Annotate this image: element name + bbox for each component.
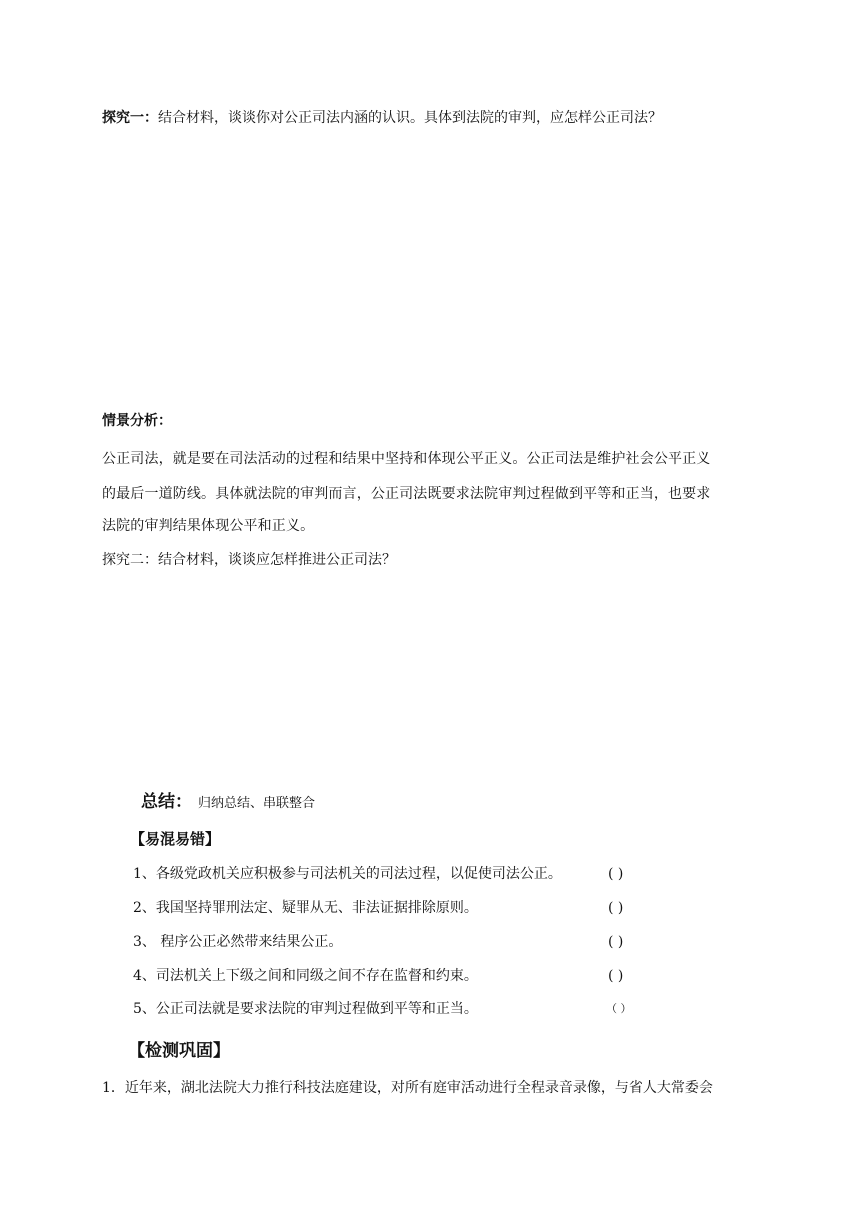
answer-paren[interactable]: ( ) — [608, 934, 624, 950]
summary-subtitle: 归纳总结、串联整合 — [198, 796, 316, 811]
consolidate-heading: 【检测巩固】 — [128, 1041, 230, 1061]
confusion-item: 2、我国坚持罪刑法定、疑罪从无、非法证据排除原则。 — [133, 900, 478, 916]
answer-paren[interactable]: （ ） — [606, 1002, 632, 1015]
summary-title: 总结： — [141, 792, 192, 812]
confusion-item: 1、各级党政机关应积极参与司法机关的司法过程，以促使司法公正。 — [133, 866, 562, 882]
analysis-line: 法院的审判结果体现公平和正义。 — [102, 518, 315, 534]
analysis-heading: 情景分析： — [102, 413, 172, 429]
explore-two-text: 探究二：结合材料，谈谈应怎样推进公正司法？ — [102, 552, 396, 568]
confusion-item: 3、 程序公正必然带来结果公正。 — [133, 934, 343, 950]
explore-one — [102, 108, 662, 128]
answer-paren[interactable]: ( ) — [608, 866, 624, 882]
answer-paren[interactable]: ( ) — [608, 968, 624, 984]
explore-one-text: 结合材料，谈谈你对公正司法内涵的认识。具体到法院的审判，应怎样公正司法？ — [158, 110, 662, 126]
confusion-heading: 【易混易错】 — [130, 830, 221, 848]
analysis-line: 的最后一道防线。具体就法院的审判而言，公正司法既要求法院审判过程做到平等和正当，也要求 — [102, 486, 711, 502]
explore-one-label: 探究一： — [102, 110, 158, 126]
confusion-item: 5、公正司法就是要求法院的审判过程做到平等和正当。 — [133, 1001, 478, 1017]
confusion-item: 4、司法机关上下级之间和同级之间不存在监督和约束。 — [133, 968, 478, 984]
summary — [141, 790, 315, 816]
question-one: 1．近年来，湖北法院大力推行科技法庭建设，对所有庭审活动进行全程录音录像，与省人大常委会 — [102, 1080, 713, 1096]
analysis-line: 公正司法，就是要在司法活动的过程和结果中坚持和体现公平正义。公正司法是维护社会公平正义 — [102, 451, 711, 467]
answer-paren[interactable]: ( ) — [608, 900, 624, 916]
